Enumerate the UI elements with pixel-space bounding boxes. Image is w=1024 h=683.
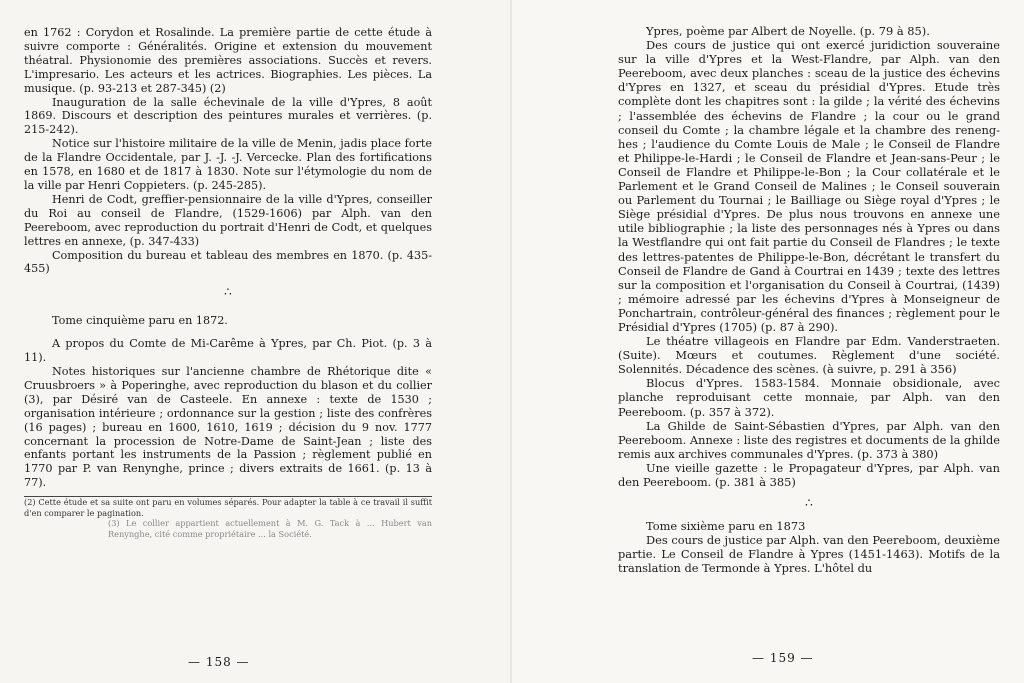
section-separator: ∴ <box>805 496 813 511</box>
right-paragraph: Des cours de justice par Alph. van den Peereboom, deuxième partie. Le Conseil de Flandre à Ypres (1451-1463). Motifs de la translation de Termonde à Ypres. L'hôtel du <box>618 533 1000 576</box>
right-paragraph: La Ghilde de Saint-Sébastien d'Ypres, par Alph. van den Peereboom. Annexe : liste des registres et documents de la ghilde remis aux archives communales d'Ypres. (p. 373 à 380) <box>618 418 1000 461</box>
left-paragraph: en 1762 : Corydon et Rosalinde. La première partie de cette étude à suivre comporte : Généralités. Origine et extension du mouvement théatral. Physionomie des premières associations. Succès et revers. L'impresario. Les acteurs et les actrices. Biographies. Les pièces. La musique. (p. 93-213 et 287-345) (2) <box>24 26 432 95</box>
footnote: (3) Le collier appartient actuellement à M. G. Tack à ... Hubert van Renynghe, cité comme propriétaire ... la Société. <box>108 518 432 539</box>
right-paragraph: Le théatre villageois en Flandre par Edm. Vanderstraeten. (Suite). Mœurs et coutumes. Règlement d'une société. Solennités. Décadence des scènes. (à suivre, p. 291 à 356) <box>618 334 1000 377</box>
left-text-column <box>24 26 432 539</box>
section-heading: Tome sixième paru en 1873 <box>646 519 806 534</box>
left-paragraph: Notice sur l'histoire militaire de la ville de Menin, jadis place forte de la Flandre Occidentale, par J. -J. -J. Vercecke. Plan des fortifications en 1578, en 1680 et de 1817 à 1830. Note sur l'étymologie du nom de la ville par Henri Coppieters. (p. 245-285). <box>24 137 432 192</box>
right-text-column <box>618 24 1000 575</box>
left-paragraph: Notes historiques sur l'ancienne chambre de Rhétorique dite « Cruusbroers » à Poperinghe, avec reproduction du blason et du collier (3), par Désiré van de Casteele. En annexe : texte de 1530 ; organisation intérieure ; ordonnance sur la gestion ; liste des confrères (16 pages) ; bureau en 1600, 1610, 1619 ; décision du 9 nov. 1777 concernant la procession de Notre-Dame de Saint-Jean ; liste des enfants portant les instruments de la Passion ; règlement publié en 1770 par P. van Renynghe, prince ; divers extraits de 1661. (p. 13 à 77). <box>24 365 432 490</box>
left-paragraph: Inauguration de la salle échevinale de la ville d'Ypres, 8 août 1869. Discours et description des peintures murales et verrières. (p. 215-242). <box>24 95 432 137</box>
right-paragraph: Blocus d'Ypres. 1583-1584. Monnaie obsidionale, avec planche reproduisant cette monnaie, par Alph. van den Peereboom. (p. 357 à 372). <box>618 376 1000 419</box>
section-heading: Tome cinquième paru en 1872. <box>52 314 228 328</box>
page-number: — 158 — <box>188 655 250 669</box>
left-paragraph: A propos du Comte de Mi-Carême à Ypres, par Ch. Piot. (p. 3 à 11). <box>24 337 432 365</box>
page-number: — 159 — <box>752 651 814 665</box>
right-paragraph: Des cours de justice qui ont exercé juridiction souveraine sur la ville d'Ypres et la West-Flandre, par Alph. van den Peereboom, avec deux planches : sceau de la justice des échevins d'Ypres en 1327, et sceau du présidial d'Ypres. Etude très complète dont les chapitres sont : la gilde ; la vérité des échevins ; l'assemblée des échevins de Flandre ; la cour ou le grand conseil du Comte ; la chambre légale et la chambre des renenghes ; l'audience du Comte Louis de Male ; le Conseil de Flandre et Philippe-le-Hardi ; le Conseil de Flandre et Jean-sans-Peur ; le Conseil de Flandre et Philippe-le-Bon ; la Cour collatérale et le Parlement et le Grand Conseil de Malines ; le Conseil souverain ou Parlement du Tournai ; le Bailliage ou Siège royal d'Ypres ; le Siège présidial d'Ypres. De plus nous trouvons en annexe une utile bibliographie ; la liste des personnages nés à Ypres ou dans la Westflandre qui ont fait partie du Conseil de Flandres ; le texte des lettres-patentes de Philippe-le-Bon, décrétant le transfert du Conseil de Flandre de Gand à Courtrai en 1439 ; texte des lettres sur la composition et l'organisation du Conseil à Courtrai, (1439) ; mémoire adressé par les échevins d'Ypres à Monseigneur de Ponchartrain, contrôleur-général des finances ; règlement pour le Présidial d'Ypres (1705) (p. 87 à 290). <box>618 38 1000 334</box>
footnote: (2) Cette étude et sa suite ont paru en volumes séparés. Pour adapter la table à ce travail il suffit d'en comparer le pagination. <box>24 497 432 518</box>
footnotes <box>24 496 432 539</box>
left-paragraph: Composition du bureau et tableau des membres en 1870. (p. 435-455) <box>24 248 432 276</box>
right-page <box>512 0 1024 683</box>
left-paragraph: Henri de Codt, greffier-pensionnaire de la ville d'Ypres, conseiller du Roi au conseil de Flandre, (1529-1606) par Alph. van den Peereboom, avec reproduction du portrait d'Henri de Codt, et quelques lettres en annexe, (p. 347-433) <box>24 192 432 248</box>
right-paragraph: Une vieille gazette : le Propagateur d'Ypres, par Alph. van den Peereboom. (p. 381 à 385) <box>618 460 1000 489</box>
right-paragraph: Ypres, poème par Albert de Noyelle. (p. 79 à 85). <box>646 24 930 38</box>
section-separator: ∴ <box>224 285 232 300</box>
